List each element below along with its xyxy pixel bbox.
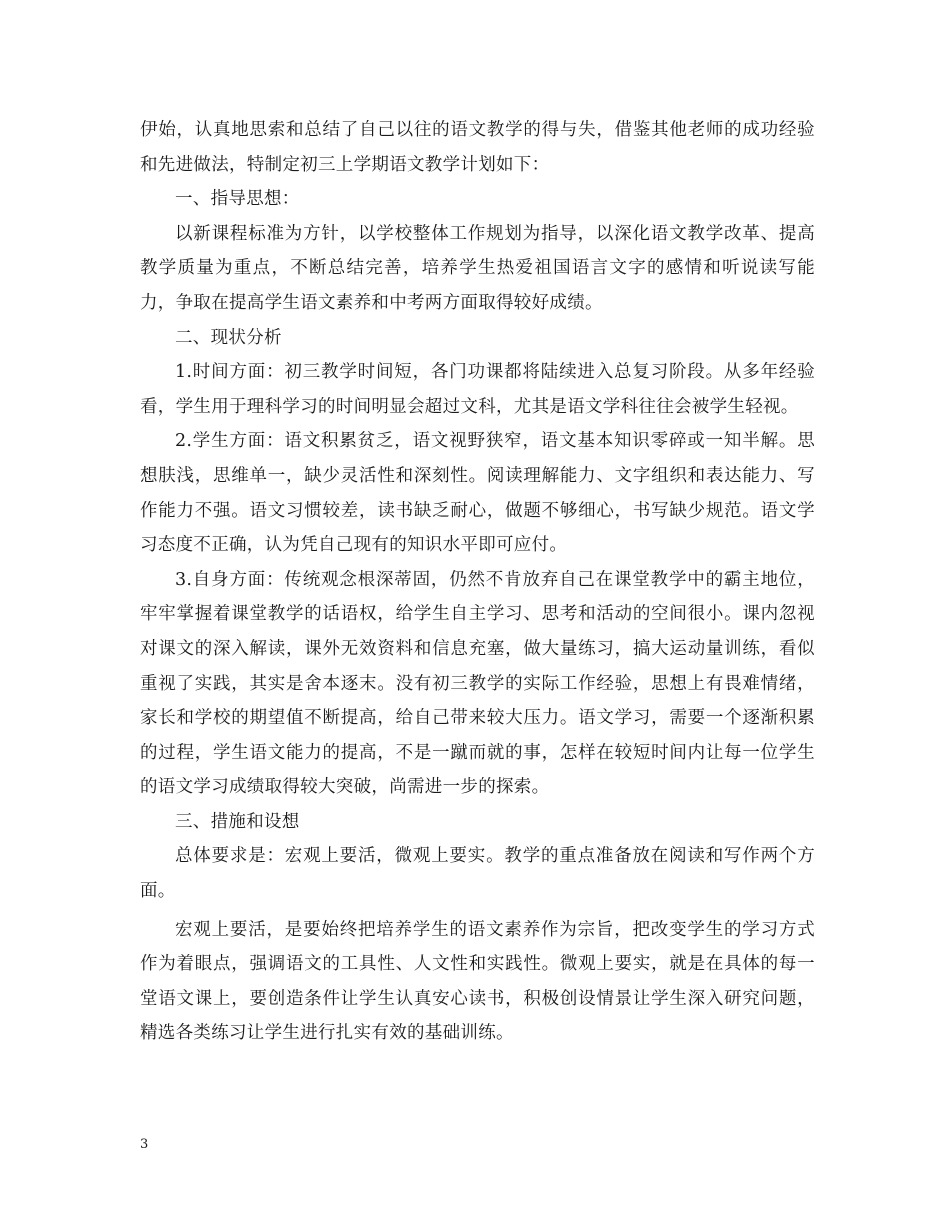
- paragraph-student-aspect: 2.学生方面：语文积累贫乏，语文视野狭窄，语文基本知识零碎或一知半解。思想肤浅，思维单一，缺少灵活性和深刻性。阅读理解能力、文字组织和表达能力、写作能力不强。语文习惯较差，读书缺乏耐心，做题不够细心，书写缺少规范。语文学习态度不正确，认为凭自己现有的知识水平即可应付。: [140, 431, 815, 556]
- paragraph-overall-requirement: 总体要求是：宏观上要活，微观上要实。教学的重点准备放在阅读和写作两个方面。: [140, 846, 815, 902]
- page-number: 3: [140, 1137, 149, 1152]
- heading-guiding-thought: 一、指导思想：: [175, 189, 300, 210]
- heading-current-analysis: 二、现状分析: [175, 327, 282, 348]
- paragraph-intro: 伊始，认真地思索和总结了自己以往的语文教学的得与失，借鉴其他老师的成功经验和先进做法，特制定初三上学期语文教学计划如下：: [140, 120, 815, 175]
- paragraph-self-aspect: 3.自身方面：传统观念根深蒂固，仍然不肯放弃自己在课堂教学中的霸主地位，牢牢掌握着课堂教学的话语权，给学生自主学习、思考和活动的空间很小。课内忽视对课文的深入解读，课外无效资料和信息充塞，做大量练习，搞大运动量训练，看似重视了实践，其实是舍本逐末。没有初三教学的实际工作经验，思想上有畏难情绪，家长和学校的期望值不断提高，给自己带来较大压力。语文学习，需要一个逐渐积累的过程，学生语文能力的提高，不是一蹴而就的事，怎样在较短时间内让每一位学生的语文学习成绩取得较大突破，尚需进一步的探索。: [140, 569, 815, 798]
- paragraph-macro-micro: 宏观上要活，是要始终把培养学生的语文素养作为宗旨，把改变学生的学习方式作为着眼点，强调语文的工具性、人文性和实践性。微观上要实，就是在具体的每一堂语文课上，要创造条件让学生认真安心读书，积极创设情景让学生深入研究问题，精选各类练习让学生进行扎实有效的基础训练。: [140, 919, 815, 1044]
- document-body: [140, 113, 815, 1051]
- paragraph-time-aspect: 1.时间方面：初三教学时间短，各门功课都将陆续进入总复习阶段。从多年经验看，学生用于理科学习的时间明显会超过文科，尤其是语文学科往往会被学生轻视。: [140, 362, 815, 417]
- heading-measures: 三、措施和设想: [175, 811, 300, 832]
- paragraph-guiding-thought: 以新课程标准为方针，以学校整体工作规划为指导，以深化语文教学改革、提高教学质量为重点，不断总结完善，培养学生热爱祖国语言文字的感情和听说读写能力，争取在提高学生语文素养和中考两方面取得较好成绩。: [140, 223, 815, 313]
